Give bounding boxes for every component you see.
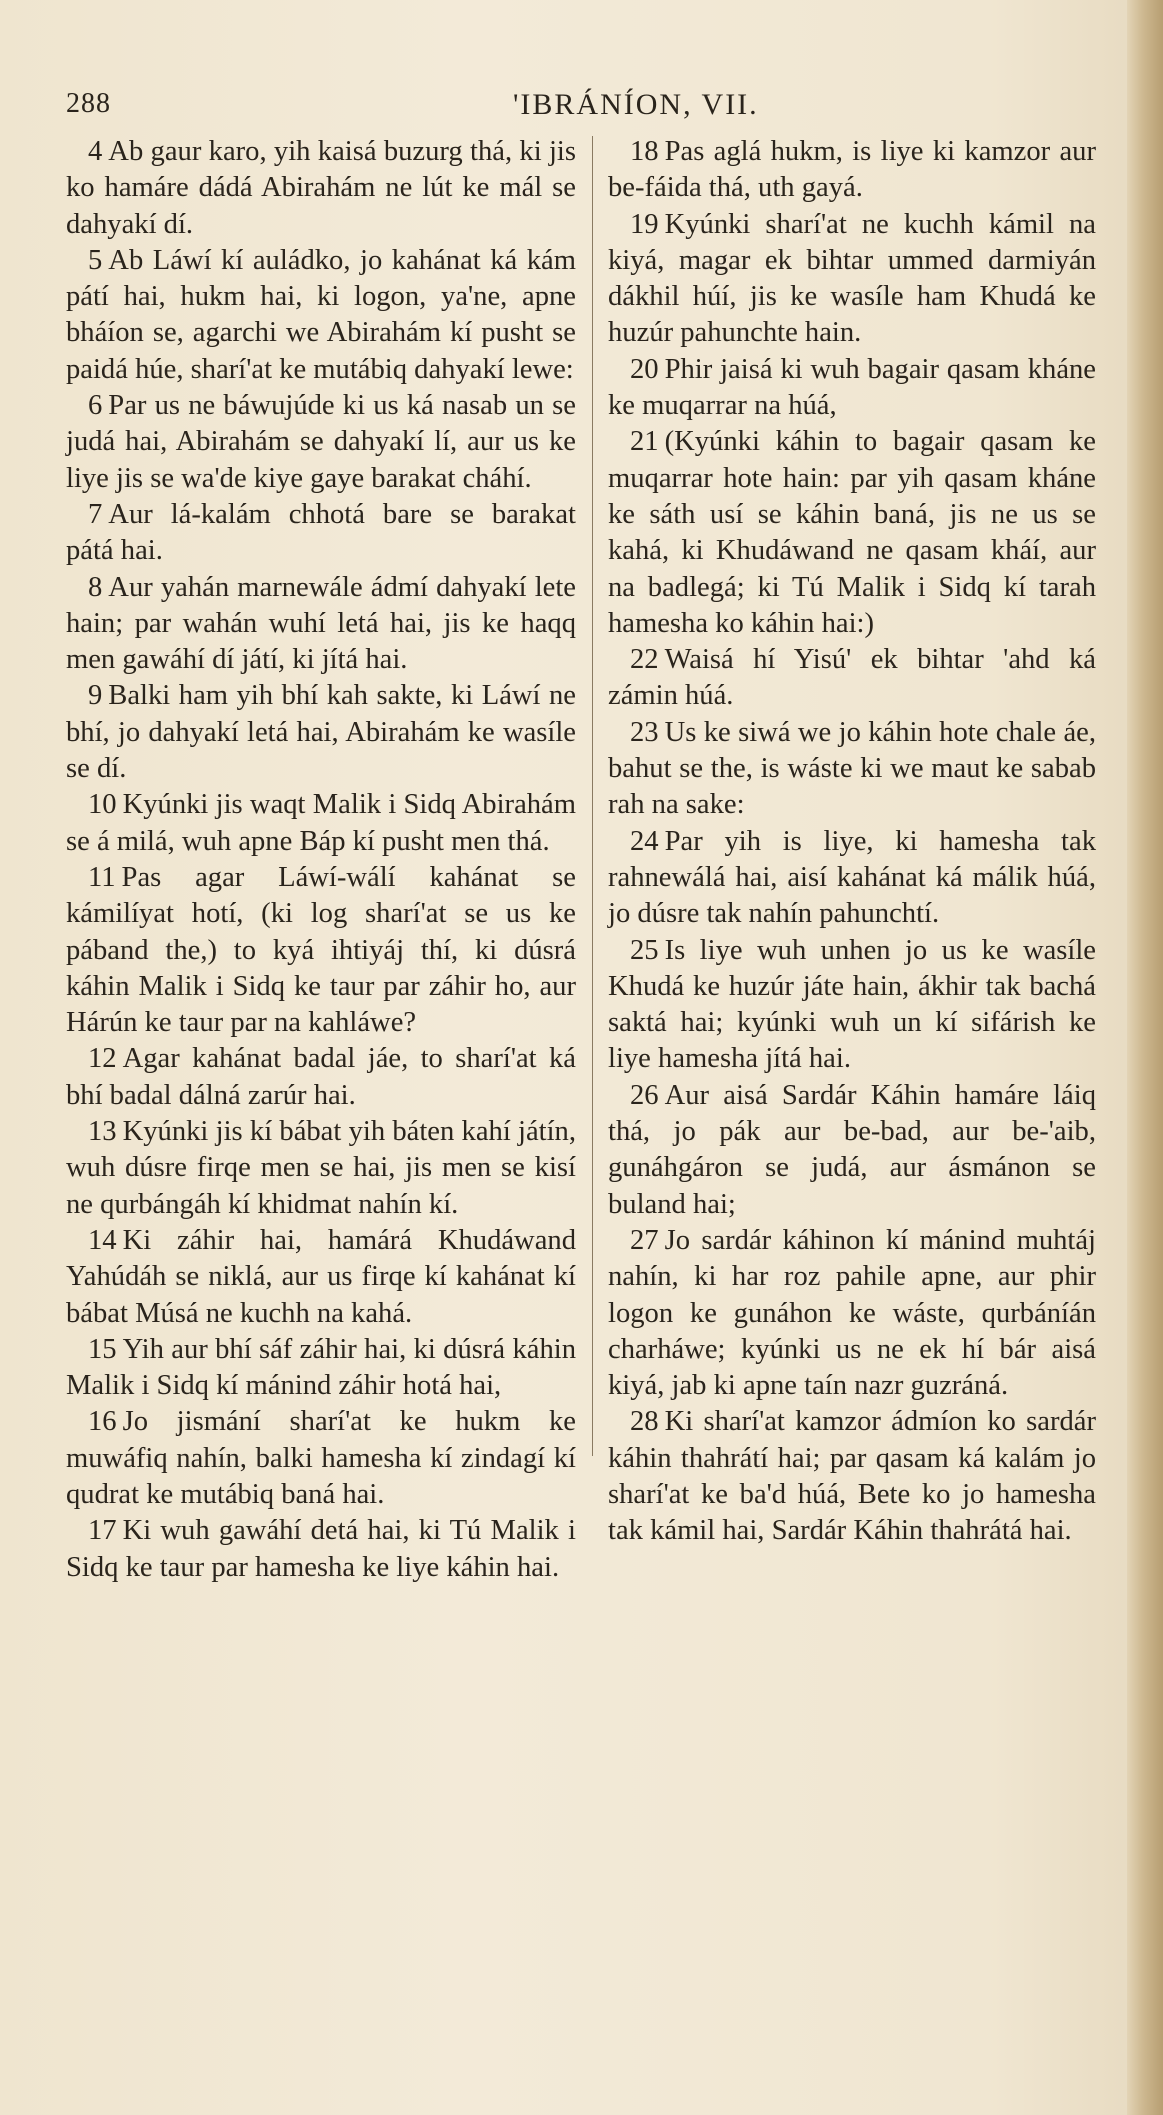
verse-text: Balki ham yih bhí kah sakte, ki Láwí ne bhí, jo dahyakí letá hai, Abirahám ke wasíle se dí. [66, 680, 576, 785]
verse-number: 24 [630, 825, 659, 857]
verse-number: 5 [88, 244, 103, 276]
verse [66, 497, 576, 570]
verse-text: Aur aisá Sardár Káhin hamáre láiq thá, jo pák aur be-bad, aur be-'aib, gunáhgáron se judá, aur ásmánon se buland hai; [608, 1079, 1096, 1220]
verse-number: 18 [630, 136, 659, 167]
verse-text: (Kyúnki káhin to bagair qasam ke muqarrar hote hain: par yih qasam kháne ke sáth usí se káhin baná, jis ne us se kahá, ki Khudáwand ne qasam kháí, aur na badlegá; ki Tú Malik i Sidq kí tarah hamesha ko káhin hai:) [608, 426, 1096, 639]
verse-number: 16 [88, 1406, 117, 1438]
verse-text: Pas agar Láwí-wálí kahánat se kámilíyat hotí, (ki log sharí'at se us ke páband the,) to kyá ihtiyáj thí, ki dúsrá káhin Malik i Sidq ke taur par záhir ho, aur Hárún ke taur par na kahláwe? [66, 861, 576, 1039]
verse-text: Ab Láwí kí auládko, jo kahánat ká kám pátí hai, hukm hai, ki logon, ya'ne, apne bháíon se, agarchi we Abirahám kí pusht se paidá húe, sharí'at ke mutábiq dahyakí lewe: [66, 244, 576, 385]
verse-text: Ki záhir hai, hamárá Khudáwand Yahúdáh se niklá, aur us firqe kí kahánat kí bábat Músá ne kuchh na kahá. [66, 1224, 576, 1329]
verse [66, 1513, 576, 1586]
verse [608, 207, 1096, 352]
verse-number: 8 [88, 571, 103, 603]
verse-text: Pas aglá hukm, is liye ki kamzor aur be-fáida thá, uth gayá. [608, 136, 1096, 204]
page-header [66, 88, 1066, 128]
right-column [608, 134, 1096, 1550]
page-edge-shadow [1127, 0, 1163, 2115]
verse [66, 860, 576, 1041]
verse [66, 134, 576, 243]
verse [66, 570, 576, 679]
verse-text: Yih aur bhí sáf záhir hai, ki dúsrá káhin Malik i Sidq kí mánind záhir hotá hai, [66, 1333, 576, 1402]
verse-number: 4 [88, 136, 103, 167]
running-head: 'IBRÁNÍON, VII. [513, 88, 759, 121]
verse-text: Par us ne báwujúde ki us ká nasab un se judá hai, Abirahám se dahyakí lí, aur us ke liye jis se wa'de kiye gaye barakat cháhí. [66, 390, 576, 494]
verse-number: 13 [88, 1116, 117, 1148]
verse [66, 243, 576, 388]
verse-text: Par yih is liye, ki hamesha tak rahnewálá hai, aisí kahánat ká málik húá, jo dúsre tak nahín pahunchtí. [608, 825, 1096, 930]
verse-text: Kyúnki jis kí bábat yih báten kahí játín, wuh dúsre firqe men se hai, jis men se kisí ne qurbángáh kí khidmat nahín kí. [66, 1116, 576, 1220]
verse [66, 1114, 576, 1223]
verse [608, 933, 1096, 1078]
verse [66, 1332, 576, 1405]
verse [608, 424, 1096, 642]
verse [608, 642, 1096, 715]
verse-number: 10 [88, 789, 117, 821]
page-number: 288 [66, 88, 111, 119]
verse-number: 14 [88, 1224, 117, 1256]
verse-number: 20 [630, 353, 659, 385]
verse-text: Us ke siwá we jo káhin hote chale áe, bahut se the, is wáste ki we maut ke sabab rah na sake: [608, 716, 1096, 821]
column-divider [592, 136, 593, 1456]
verse [66, 678, 576, 787]
verse [608, 134, 1096, 207]
verse-text: Aur yahán marnewále ádmí dahyakí lete hain; par wahán wuhí letá hai, jis ke haqq men gawáhí dí játí, ki jítá hai. [66, 571, 576, 676]
verse-number: 11 [88, 861, 116, 893]
verse-text: Ab gaur karo, yih kaisá buzurg thá, ki jis ko hamáre dádá Abirahám ne lút ke mál se dahyakí dí. [66, 136, 576, 240]
verse-number: 22 [630, 644, 659, 676]
verse [608, 1078, 1096, 1223]
verse [608, 715, 1096, 824]
verse-text: Is liye wuh unhen jo us ke wasíle Khudá ke huzúr játe hain, ákhir tak bachá saktá hai; kyúnki wuh un kí sifárish ke liye hamesha jítá hai. [608, 934, 1096, 1075]
verse [608, 1223, 1096, 1404]
verse-number: 21 [630, 426, 659, 458]
verse-text: Kyúnki sharí'at ne kuchh kámil na kiyá, magar ek bihtar ummed darmiyán dákhil húí, jis ke wasíle ham Khudá ke huzúr pahunchte hain. [608, 208, 1096, 349]
verse [608, 1404, 1096, 1549]
verse-number: 6 [88, 390, 103, 422]
verse-number: 19 [630, 208, 659, 240]
verse-text: Jo jismání sharí'at ke hukm ke muwáfiq nahín, balki hamesha kí zindagí kí qudrat ke mutábiq baná hai. [66, 1406, 576, 1510]
verse-text: Agar kahánat badal jáe, to sharí'at ká bhí badal dálná zarúr hai. [66, 1043, 576, 1111]
verse-text: Phir jaisá ki wuh bagair qasam kháne ke muqarrar na húá, [608, 353, 1096, 422]
verse-number: 27 [630, 1224, 659, 1256]
verse-number: 25 [630, 934, 659, 966]
verse-text: Jo sardár káhinon kí mánind muhtáj nahín, ki har roz pahile apne, aur phir logon ke gunáhon ke wáste, qurbáníán charháwe; kyúnki us ne ek hí bár aisá kiyá, jab ki apne taín nazr guzráná. [608, 1224, 1096, 1402]
verse [66, 1223, 576, 1332]
verse-number: 17 [88, 1515, 117, 1547]
verse-number: 12 [88, 1043, 117, 1075]
left-column [66, 134, 576, 1586]
verse-text: Waisá hí Yisú' ek bihtar 'ahd ká zámin húá. [608, 644, 1096, 712]
verse [608, 352, 1096, 425]
verse [66, 388, 576, 497]
verse-text: Ki sharí'at kamzor ádmíon ko sardár káhin thahrátí hai; par qasam ká kalám jo sharí'at ke ba'd húá, Bete ko jo hamesha tak kámil hai, Sardár Káhin thahrátá hai. [608, 1406, 1096, 1547]
verse-text: Kyúnki jis waqt Malik i Sidq Abirahám se á milá, wuh apne Báp kí pusht men thá. [66, 789, 576, 857]
verse-number: 9 [88, 680, 103, 712]
verse-number: 26 [630, 1079, 659, 1111]
verse-number: 28 [630, 1406, 659, 1438]
verse [608, 824, 1096, 933]
verse-text: Ki wuh gawáhí detá hai, ki Tú Malik i Sidq ke taur par hamesha ke liye káhin hai. [66, 1515, 576, 1583]
verse-number: 7 [88, 498, 103, 530]
verse-number: 15 [88, 1333, 117, 1365]
verse [66, 787, 576, 860]
verse-number: 23 [630, 716, 659, 748]
verse-text: Aur lá-kalám chhotá bare se barakat pátá hai. [66, 498, 576, 567]
verse [66, 1404, 576, 1513]
verse [66, 1041, 576, 1114]
